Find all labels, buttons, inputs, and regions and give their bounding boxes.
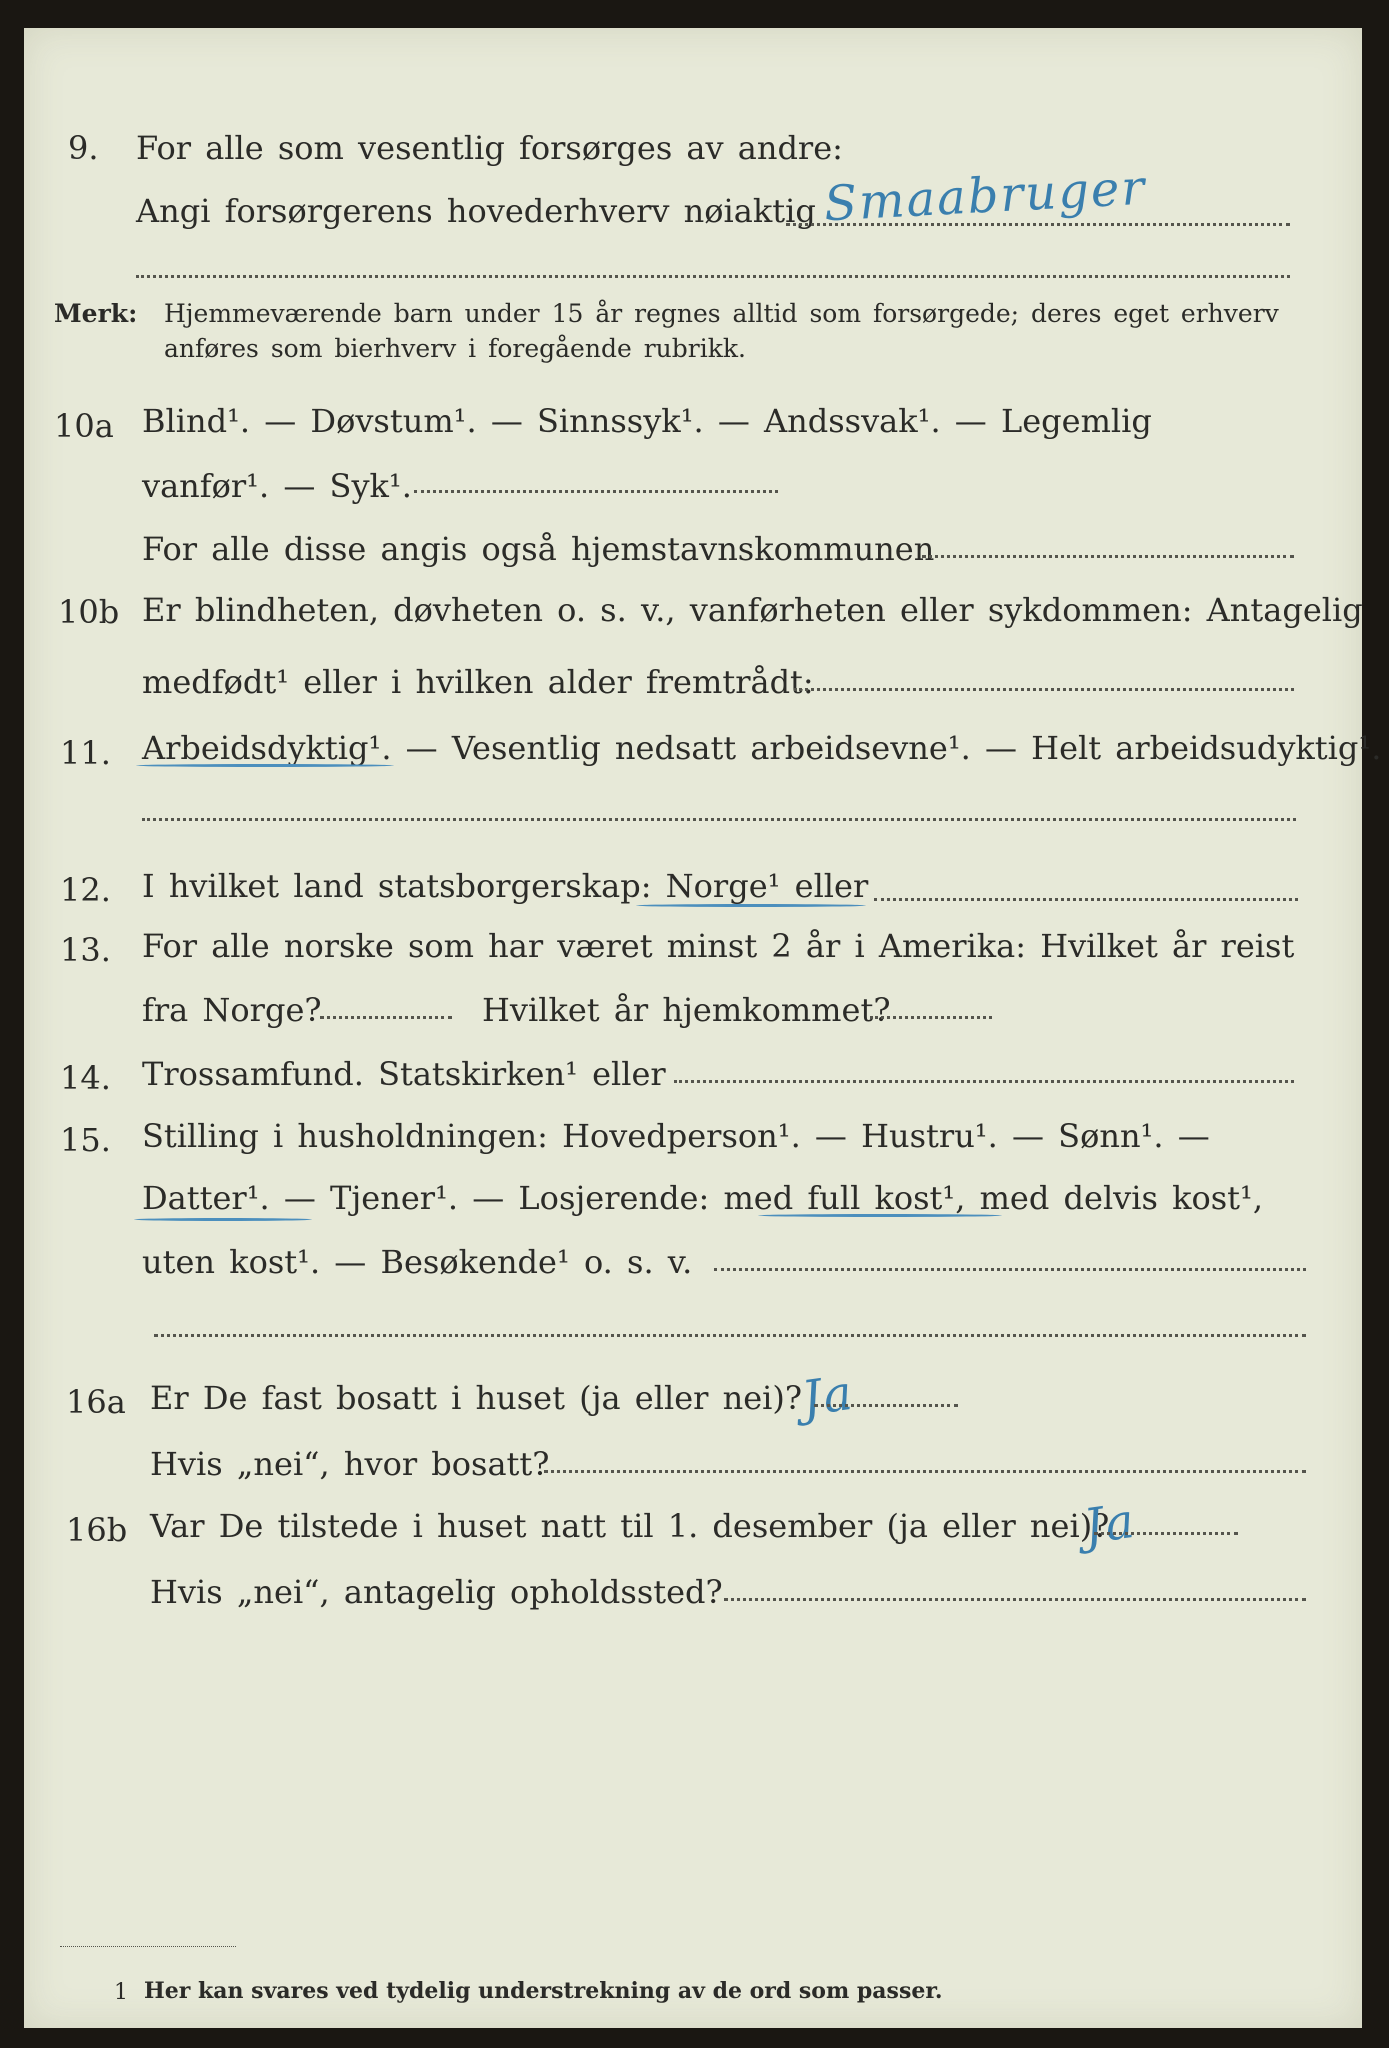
item-9-extra-line (136, 275, 1290, 278)
item-16b-line-1-dots (1094, 1532, 1238, 1535)
note-line-2: anføres som bierhverv i foregående rubrikk. (164, 334, 746, 363)
item-15-underline-mark-full-kost (758, 1214, 1002, 1217)
item-14-number: 14. (60, 1059, 111, 1097)
item-15-line-1: Stilling i husholdningen: Hovedperson¹. — Hustru¹. — Sønn¹. — (142, 1117, 1210, 1155)
item-10b-line-1: Er blindheten, døvheten o. s. v., vanførheten eller sykdommen: Antagelig (142, 591, 1363, 629)
note-label: Merk: (54, 299, 138, 328)
item-16b-line-1: Var De tilstede i huset natt til 1. desember (ja eller nei)? (150, 1507, 1110, 1545)
item-13-number: 13. (60, 931, 111, 969)
item-10b-line-dots (794, 688, 1294, 691)
item-15-line-3-dots (714, 1268, 1306, 1271)
item-16a-handwritten-answer: Ja (798, 1364, 858, 1428)
item-15-line-3: uten kost¹. — Besøkende¹ o. s. v. (142, 1243, 693, 1281)
item-16a-number: 16a (66, 1383, 126, 1421)
item-15-number: 15. (60, 1121, 111, 1159)
item-16b-line-2: Hvis „nei“, antagelig opholdssted? (150, 1573, 723, 1611)
item-10b-number: 10b (58, 593, 120, 631)
item-14-line-dots (674, 1080, 1294, 1083)
item-16a-line-1-dots (814, 1404, 958, 1407)
item-11-extra-line (142, 818, 1296, 821)
item-16a-line-2-dots (544, 1470, 1306, 1473)
item-13-line-2a-dots (320, 1016, 452, 1019)
footnote-text: Her kan svares ved tydelig understrekning av de ord som passer. (144, 1978, 943, 2004)
footnote-marker: 1 (114, 1980, 128, 2005)
item-9-number: 9. (68, 129, 99, 167)
item-16b-handwritten-answer: Ja (1080, 1492, 1140, 1556)
note-line-1: Hjemmeværende barn under 15 år regnes alltid som forsørgede; deres eget erhverv (164, 299, 1279, 328)
item-12-underline-mark (636, 904, 866, 907)
item-13-line-2b-dots (870, 1016, 992, 1019)
item-10a-line-2-dots (414, 490, 778, 493)
item-10a-number: 10a (54, 407, 114, 445)
item-9-prompt: Angi forsørgerens hovederhverv nøiaktig (136, 192, 816, 230)
item-9-handwritten-answer: Smaabruger (822, 159, 1148, 233)
item-15-underline-mark-datter (134, 1218, 312, 1221)
item-15-line-2: Datter¹. — Tjener¹. — Losjerende: med full kost¹, med delvis kost¹, (142, 1179, 1264, 1217)
item-13-line-1: For alle norske som har været minst 2 år i Amerika: Hvilket år reist (142, 927, 1295, 965)
item-10a-line-2: vanfør¹. — Syk¹. (142, 467, 412, 505)
item-12-number: 12. (60, 871, 111, 909)
item-16b-line-2-dots (724, 1598, 1306, 1601)
item-10a-line-3: For alle disse angis også hjemstavnskommunen (142, 530, 935, 568)
item-14-line-1: Trossamfund. Statskirken¹ eller (142, 1055, 666, 1093)
item-9-question: For alle som vesentlig forsørges av andre: (136, 129, 843, 167)
item-11-line-1: Arbeidsdyktig¹. — Vesentlig nedsatt arbeidsevne¹. — Helt arbeidsudyktig¹. (142, 729, 1382, 767)
item-11-number: 11. (60, 734, 111, 772)
item-16b-number: 16b (66, 1511, 128, 1549)
item-11-underline-mark (136, 764, 394, 767)
item-10a-line-1: Blind¹. — Døvstum¹. — Sinnssyk¹. — Andssvak¹. — Legemlig (142, 402, 1152, 440)
item-13-line-2a: fra Norge? (142, 991, 322, 1029)
item-10b-line-2: medfødt¹ eller i hvilken alder fremtrådt: (142, 663, 814, 701)
item-16a-line-2: Hvis „nei“, hvor bosatt? (150, 1445, 550, 1483)
item-10a-line-3-dots (922, 555, 1294, 558)
footnote-rule (60, 1946, 236, 1947)
item-15-extra-line (154, 1334, 1306, 1337)
item-12-line-1: I hvilket land statsborgerskap: Norge¹ eller (142, 867, 869, 905)
item-16a-line-1: Er De fast bosatt i huset (ja eller nei)? (150, 1379, 803, 1417)
item-12-line-dots (874, 898, 1298, 901)
census-form-page (24, 28, 1382, 2028)
item-13-line-2b: Hvilket år hjemkommet? (482, 991, 891, 1029)
